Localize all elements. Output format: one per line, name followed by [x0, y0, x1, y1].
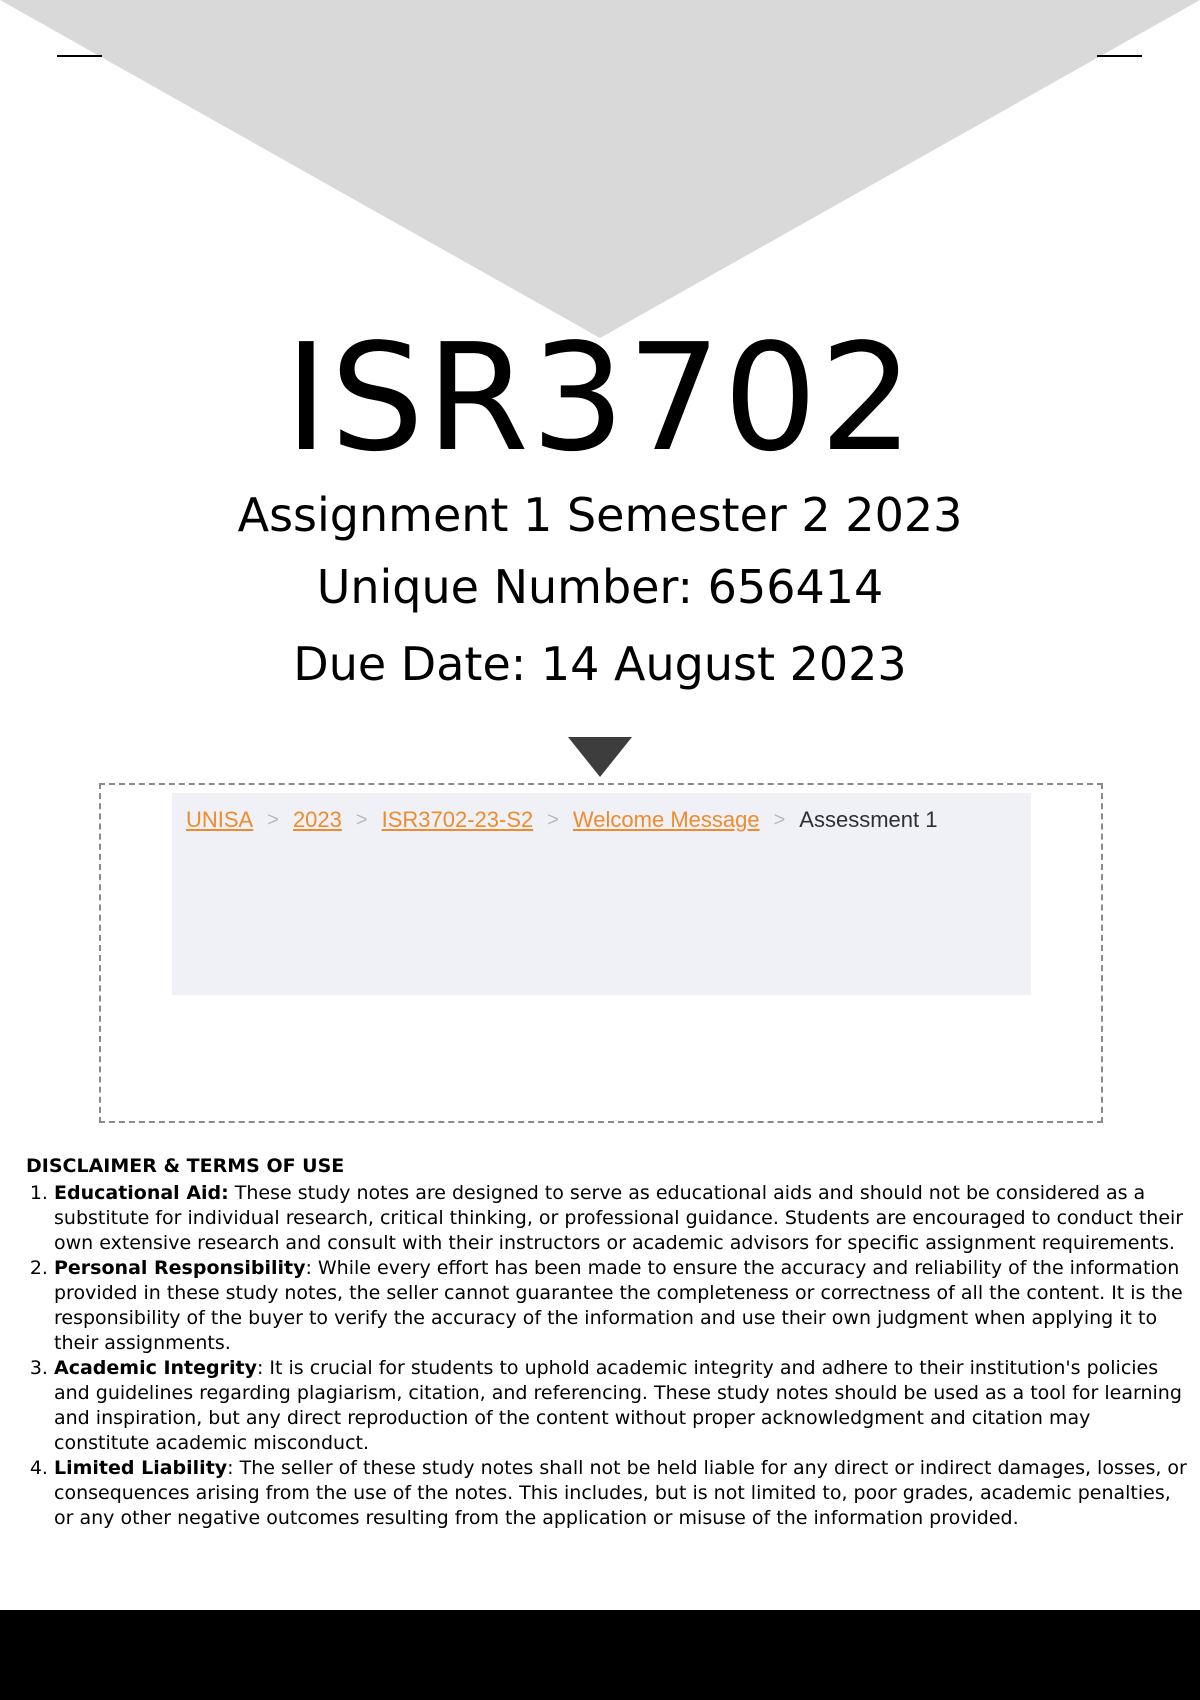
corner-rule-left — [57, 55, 102, 57]
disclaimer-list — [18, 1181, 1188, 1531]
disclaimer-term: Personal Responsibility — [54, 1257, 306, 1279]
breadcrumb — [186, 807, 937, 833]
breadcrumb-link-welcome[interactable]: Welcome Message — [572, 807, 760, 832]
disclaimer-term: Limited Liability — [54, 1457, 228, 1479]
disclaimer-text: These study notes are designed to serve as educational aids and should not be considered as a substitute for individual research, critical thinking, or professional guidance. Students are encouraged to conduct their own extensive research and consult with their instructors or academic advisors for specific assignment requirements. — [54, 1182, 1184, 1254]
due-date: Due Date: 14 August 2023 — [293, 637, 907, 691]
list-item — [54, 1256, 1188, 1356]
chevron-right-icon: > — [547, 808, 559, 831]
breadcrumb-panel — [172, 793, 1031, 995]
course-code: ISR3702 — [284, 312, 916, 484]
chevron-right-icon: > — [355, 808, 368, 831]
footer-bar — [0, 1610, 1200, 1700]
disclaimer-text: : While every effort has been made to ensure the accuracy and reliability of the information provided in these study notes, the seller cannot guarantee the completeness or correctness of all the content. It is the responsibility of the buyer to verify the accuracy of the information and use their own judgment when applying it to their assignments. — [54, 1257, 1183, 1354]
corner-rule-right — [1097, 55, 1142, 57]
disclaimer-section — [18, 1154, 1188, 1531]
breadcrumb-link-unisa[interactable]: UNISA — [186, 807, 254, 832]
disclaimer-text: : It is crucial for students to uphold academic integrity and adhere to their institution's policies and guidelines regarding plagiarism, citation, and referencing. These study notes should be used as a tool for learning and inspiration, but any direct reproduction of the content without proper acknowledgment and citation may constitute academic misconduct. — [54, 1357, 1182, 1454]
disclaimer-text: : The seller of these study notes shall not be held liable for any direct or indirect damages, losses, or consequences arising from the use of the notes. This includes, but is not limited to, poor grades, academic penalties, or any other negative outcomes resulting from the application or misuse of the information provided. — [54, 1457, 1187, 1529]
disclaimer-term: Academic Integrity — [54, 1357, 257, 1379]
down-arrow-icon — [568, 737, 632, 777]
chevron-right-icon: > — [267, 808, 279, 831]
breadcrumb-link-module[interactable]: ISR3702-23-S2 — [381, 807, 534, 832]
disclaimer-heading: DISCLAIMER & TERMS OF USE — [26, 1155, 345, 1177]
header-banner — [0, 0, 1200, 340]
disclaimer-term: Educational Aid: — [54, 1182, 229, 1204]
chevron-right-icon: > — [773, 808, 786, 831]
breadcrumb-link-year[interactable]: 2023 — [292, 807, 342, 832]
unique-number: Unique Number: 656414 — [316, 560, 884, 614]
assignment-title: Assignment 1 Semester 2 2023 — [237, 488, 963, 542]
list-item — [54, 1181, 1188, 1256]
breadcrumb-current: Assessment 1 — [799, 807, 938, 832]
list-item — [54, 1356, 1188, 1456]
list-item — [54, 1456, 1188, 1531]
